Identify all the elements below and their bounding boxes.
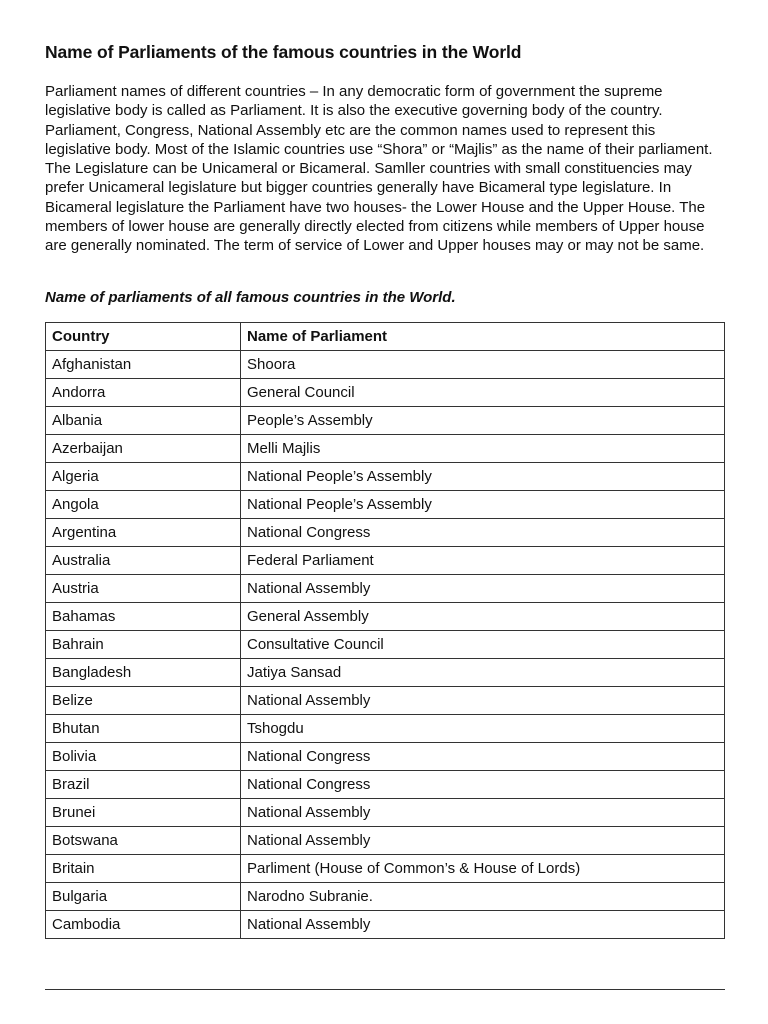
parliament-name-cell: Jatiya Sansad	[241, 659, 725, 687]
table-row	[46, 379, 725, 407]
country-cell: Albania	[46, 407, 241, 435]
country-cell: Austria	[46, 575, 241, 603]
parliament-name-cell: National Assembly	[241, 687, 725, 715]
parliament-name-cell: National People’s Assembly	[241, 463, 725, 491]
parliament-name-cell: Parliment (House of Common’s & House of Lords)	[241, 855, 725, 883]
country-cell: Angola	[46, 491, 241, 519]
country-cell: Bahrain	[46, 631, 241, 659]
country-cell: Afghanistan	[46, 351, 241, 379]
table-body	[46, 351, 725, 939]
country-cell: Argentina	[46, 519, 241, 547]
country-cell: Algeria	[46, 463, 241, 491]
country-cell: Bolivia	[46, 743, 241, 771]
table-row	[46, 827, 725, 855]
parliament-name-cell: National Assembly	[241, 911, 725, 939]
table-row	[46, 631, 725, 659]
column-header-country: Country	[46, 323, 241, 351]
country-cell: Brazil	[46, 771, 241, 799]
table-row	[46, 351, 725, 379]
country-cell: Bhutan	[46, 715, 241, 743]
table-row	[46, 463, 725, 491]
country-cell: Andorra	[46, 379, 241, 407]
table-row	[46, 771, 725, 799]
country-cell: Bahamas	[46, 603, 241, 631]
country-cell: Cambodia	[46, 911, 241, 939]
parliament-name-cell: Narodno Subranie.	[241, 883, 725, 911]
parliament-name-cell: National Assembly	[241, 827, 725, 855]
table-row	[46, 435, 725, 463]
table-caption: Name of parliaments of all famous countries in the World.	[45, 289, 456, 306]
parliament-name-cell: Melli Majlis	[241, 435, 725, 463]
parliament-name-cell: People’s Assembly	[241, 407, 725, 435]
country-cell: Belize	[46, 687, 241, 715]
table-row	[46, 743, 725, 771]
parliament-name-cell: Shoora	[241, 351, 725, 379]
table-row	[46, 491, 725, 519]
parliament-name-cell: Consultative Council	[241, 631, 725, 659]
table-row	[46, 407, 725, 435]
country-cell: Azerbaijan	[46, 435, 241, 463]
parliament-name-cell: National Assembly	[241, 799, 725, 827]
table-row	[46, 883, 725, 911]
parliament-name-cell: National Congress	[241, 519, 725, 547]
table-row	[46, 799, 725, 827]
parliament-name-cell: Federal Parliament	[241, 547, 725, 575]
country-cell: Bangladesh	[46, 659, 241, 687]
country-cell: Australia	[46, 547, 241, 575]
document-title: Name of Parliaments of the famous countries in the World	[45, 42, 522, 62]
table-row	[46, 855, 725, 883]
country-cell: Brunei	[46, 799, 241, 827]
parliament-name-cell: National People’s Assembly	[241, 491, 725, 519]
country-cell: Britain	[46, 855, 241, 883]
table-row	[46, 715, 725, 743]
country-cell: Botswana	[46, 827, 241, 855]
table-row	[46, 659, 725, 687]
table-row	[46, 547, 725, 575]
parliament-table-container	[45, 322, 725, 990]
column-header-parliament-name: Name of Parliament	[241, 323, 725, 351]
table-header-row	[46, 323, 725, 351]
table-row	[46, 687, 725, 715]
table-row	[46, 911, 725, 939]
intro-paragraph: Parliament names of different countries – In any democratic form of government the supreme legislative body is called as Parliament. It is also the executive governing body of the country. Parliament, Congress, National Assembly etc are the common names used to represent this legislative body. Most of the Islamic countries use “Shora” or “Majlis” as the name of their parliament. The Legislature can be Unicameral or Bicameral. Samller countries with small constituencies may prefer Unicameral legislature but bigger countries generally have Bicameral type legislature. In Bicameral legislature the Parliament have two houses- the Lower House and the Upper House. The members of lower house are generally directly elected from citizens while members of Upper house are generally nominated. The term of service of Lower and Upper houses may or may not be same.	[45, 83, 713, 255]
parliament-name-cell: Tshogdu	[241, 715, 725, 743]
country-cell: Bulgaria	[46, 883, 241, 911]
table-row	[46, 519, 725, 547]
table-row	[46, 603, 725, 631]
parliament-name-cell: National Congress	[241, 743, 725, 771]
table-row	[46, 575, 725, 603]
parliament-table	[45, 322, 725, 939]
parliament-name-cell: General Council	[241, 379, 725, 407]
parliament-name-cell: National Assembly	[241, 575, 725, 603]
parliament-name-cell: National Congress	[241, 771, 725, 799]
parliament-name-cell: General Assembly	[241, 603, 725, 631]
